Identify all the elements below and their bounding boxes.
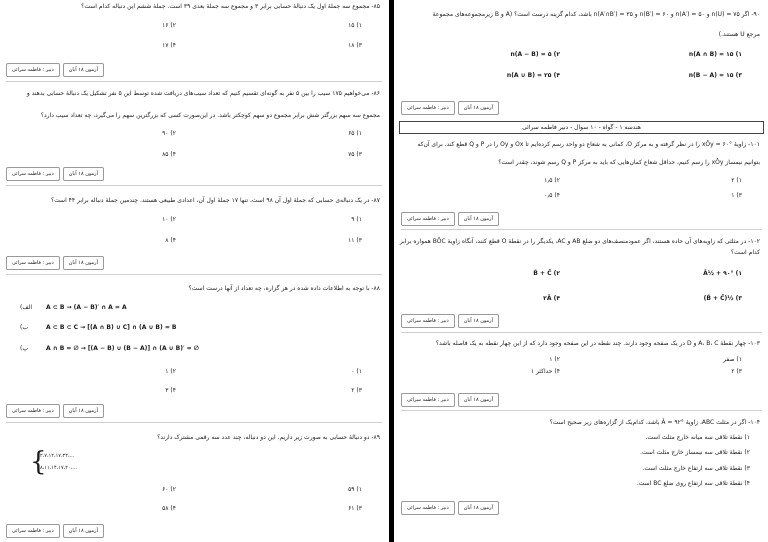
q101-option-2[interactable]: ۲) ۱٫۵ bbox=[544, 177, 560, 184]
q90-option-1[interactable]: ۱) n(A ∩ B) = ۱۵ bbox=[688, 51, 742, 58]
q87-stem: ۸۷- در یک دنباله‌ی حسابی که جملهٔ اول آن ۹۸ است، تنها ۱۷ جملهٔ اول آن، اعدادی طبیعی هستند. چندمین جملهٔ دنباله برابر ۴۴ است؟ bbox=[50, 197, 380, 204]
separator bbox=[6, 422, 382, 423]
q90-footer bbox=[401, 101, 499, 115]
exam-tag: آزمون ۱۸ آبان bbox=[458, 101, 499, 115]
q102-option-2[interactable]: ۲) B̂ + Ĉ bbox=[533, 270, 560, 277]
q86-option-2[interactable]: ۲) ۹۰ bbox=[162, 130, 176, 137]
exam-tag: آزمون ۱۸ آبان bbox=[458, 501, 499, 515]
q101-option-4[interactable]: ۴) ۰٫۵ bbox=[544, 192, 560, 199]
q90-stem-line1: ۹۰- اگر ۷۵ = n(U) و ۵۰ = n(A′) و ۶۰ = n(B′) و ۳۵ = n(A′∩B′) باشد، کدام گزینه درست است؟ (A و B زیرمجموعه‌های مجموعهٔ bbox=[432, 11, 760, 18]
teacher-tag: دبیر : فاطمه سرائی bbox=[401, 212, 455, 226]
q89-sequence-1: ۲،۷،۱۲،۱۷،۲۲،... bbox=[40, 453, 75, 459]
exam-tag: آزمون ۱۸ آبان bbox=[63, 524, 104, 538]
q89-stem: ۸۹- دو دنبالهٔ حسابی به صورت زیر داریم. این دو دنباله، چند عدد سه رقمی مشترک دارند؟ bbox=[157, 434, 380, 441]
q104-option-1[interactable]: ۱) نقطهٔ تلاقی سه میانه خارج مثلث است. bbox=[645, 434, 750, 441]
right-column bbox=[395, 0, 768, 542]
q89-option-1[interactable]: ۱) ۵۹ bbox=[348, 486, 362, 493]
q103-stem: ۱۰۳- چهار نقطهٔ A، B، C و D در یک صفحه وجود دارند. چند نقطه در این صفحه وجود دارد که از این چهار نقطه به یک فاصله باشد؟ bbox=[435, 340, 760, 347]
q101-option-3[interactable]: ۳) ۱ bbox=[731, 192, 742, 199]
separator bbox=[401, 229, 762, 230]
q89-sequence-2: ۸،۱۱،۱۴،۱۷،۲۰،... bbox=[40, 465, 78, 471]
q104-stem: ۱۰۴- اگر در مثلث ABC، زاویهٔ °۹۲ = Â باشد، کدام‌یک از گزاره‌های زیر صحیح است؟ bbox=[549, 419, 760, 426]
q87-option-3[interactable]: ۳) ۱۱ bbox=[348, 237, 362, 244]
q90-option-4[interactable]: ۴) n(A ∪ B) = ۲۵ bbox=[506, 72, 560, 79]
q85-option-1[interactable]: ۱) ۱۵ bbox=[348, 22, 362, 29]
q88-option-3[interactable]: ۳) ۲ bbox=[351, 387, 362, 394]
separator bbox=[6, 81, 382, 82]
q88-footer bbox=[6, 404, 104, 418]
q102-option-4[interactable]: ۴) ۲Â bbox=[543, 295, 560, 302]
q102-option-1[interactable]: ۱) ۹۰° + ½Â bbox=[703, 270, 742, 277]
q86-footer bbox=[6, 167, 104, 181]
q88-stem: ۸۸- با توجه به اطلاعات داده شده در هر گزاره، چه تعداد از آنها درست است؟ bbox=[188, 285, 380, 292]
exam-tag: آزمون ۱۸ آبان bbox=[63, 167, 104, 181]
q87-footer bbox=[6, 256, 104, 270]
q89-footer bbox=[6, 524, 104, 538]
q86-option-1[interactable]: ۱) ۶۵ bbox=[348, 130, 362, 137]
q101-stem-line2: بتوانیم نیمساز xÔy را رسم کنیم، حداقل شعاع کمان‌هایی که باید به مرکز P و Q رسم شوند، چقدر است؟ bbox=[498, 159, 760, 166]
section-header: هندسه ۱ - گواه - ۱۰ سوال - دبیر فاطمه سرائی bbox=[399, 121, 764, 134]
q88-option-2[interactable]: ۲) ۱ bbox=[165, 368, 176, 375]
q102-option-3[interactable]: ۳) ½(B̂ + Ĉ) bbox=[703, 295, 742, 302]
q104-option-2[interactable]: ۲) نقطهٔ تلاقی سه نیمساز خارج مثلث است. bbox=[640, 449, 750, 456]
teacher-tag: دبیر : فاطمه سرائی bbox=[6, 63, 60, 77]
exam-tag: آزمون ۱۸ آبان bbox=[63, 63, 104, 77]
q103-option-4[interactable]: ۴) حداکثر ۱ bbox=[530, 368, 560, 375]
q89-option-3[interactable]: ۳) ۶۱ bbox=[348, 505, 362, 512]
separator bbox=[6, 274, 382, 275]
q101-stem-line1: ۱۰۱- زاویهٔ °۶۰ = xÔy را در نظر گرفته و به مرکز O، کمانی به شعاع دو واحد رسم کرده‌ایم تا Ox و Oy را در P و Q قطع کند. برای آن‌که bbox=[417, 141, 760, 148]
separator bbox=[6, 185, 382, 186]
q103-option-1[interactable]: ۱) صفر bbox=[723, 356, 742, 363]
q90-stem-line2: مرجع U هستند.) bbox=[718, 31, 760, 38]
q86-option-4[interactable]: ۴) ۸۵ bbox=[162, 151, 176, 158]
exam-tag: آزمون ۱۸ آبان bbox=[458, 314, 499, 328]
q88-statement-a: A ⊂ B → (A − B)′ ∩ A = A bbox=[46, 304, 127, 311]
exam-tag: آزمون ۱۸ آبان bbox=[458, 393, 499, 407]
teacher-tag: دبیر : فاطمه سرائی bbox=[401, 501, 455, 515]
q86-stem-line1: ۸۶- می‌خواهیم ۱۷۵ سیب را بین ۵ نفر به گونه‌ای تقسیم کنیم که تعداد سیب‌های دریافت شده توسط این ۵ نفر تشکیل یک دنبالهٔ حسابی بدهند و bbox=[26, 90, 380, 97]
q104-option-3[interactable]: ۳) نقطهٔ تلاقی سه ارتفاع خارج مثلث است. bbox=[642, 465, 750, 472]
exam-tag: آزمون ۱۸ آبان bbox=[458, 212, 499, 226]
q101-option-1[interactable]: ۱) ۲ bbox=[731, 177, 742, 184]
q85-stem: ۸۵- مجموع سه جملهٔ اول یک دنبالهٔ حسابی برابر ۳ و مجموع سه جملهٔ بعدی ۳۹ است. جملهٔ ششم این دنباله کدام است؟ bbox=[81, 3, 380, 10]
q88-statement-c: A ∩ B = ∅ → [(A − B) ∪ (B − A)] ∩ (A ∪ B)′ = ∅ bbox=[46, 345, 199, 352]
q102-stem-line2: کدام است؟ bbox=[730, 249, 760, 256]
teacher-tag: دبیر : فاطمه سرائی bbox=[401, 101, 455, 115]
teacher-tag: دبیر : فاطمه سرائی bbox=[6, 404, 60, 418]
left-brace: { bbox=[30, 447, 47, 477]
q88-option-4[interactable]: ۴) ۳ bbox=[165, 387, 176, 394]
q102-footer bbox=[401, 314, 499, 328]
q88-statement-c-label: پ) bbox=[20, 345, 28, 352]
q85-option-4[interactable]: ۴) ۱۷ bbox=[162, 42, 176, 49]
q88-statement-b-label: ب) bbox=[20, 324, 28, 331]
teacher-tag: دبیر : فاطمه سرائی bbox=[6, 256, 60, 270]
q103-option-3[interactable]: ۳) ۲ bbox=[731, 368, 742, 375]
separator bbox=[401, 332, 762, 333]
q90-option-3[interactable]: ۳) n(B − A) = ۱۵ bbox=[688, 72, 742, 79]
teacher-tag: دبیر : فاطمه سرائی bbox=[401, 314, 455, 328]
q87-option-2[interactable]: ۲) ۱۰ bbox=[162, 216, 176, 223]
q87-option-4[interactable]: ۴) ۸ bbox=[165, 237, 176, 244]
column-divider bbox=[389, 0, 394, 542]
q87-option-1[interactable]: ۱) ۹ bbox=[351, 216, 362, 223]
q86-stem-line2: مجموع سه سهم بزرگتر شش برابر مجموع دو سهم کوچکتر باشد. در این‌صورت کسی که بزرگترین سهم را می‌گیرد، چه تعداد سیب دارد؟ bbox=[40, 112, 380, 119]
q104-option-4[interactable]: ۴) نقطهٔ تلاقی سه ارتفاع روی ضلع BC است. bbox=[636, 480, 750, 487]
separator bbox=[401, 410, 762, 411]
q89-option-4[interactable]: ۴) ۵۸ bbox=[162, 505, 176, 512]
q90-option-2[interactable]: ۲) n(A − B) = ۵ bbox=[510, 51, 560, 58]
q103-option-2[interactable]: ۲) ۱ bbox=[549, 356, 560, 363]
q88-option-1[interactable]: ۱) ۰ bbox=[351, 368, 362, 375]
q85-option-3[interactable]: ۳) ۱۸ bbox=[348, 42, 362, 49]
q104-footer bbox=[401, 501, 499, 515]
q85-footer bbox=[6, 63, 104, 77]
q88-statement-a-label: الف) bbox=[20, 304, 33, 311]
exam-tag: آزمون ۱۸ آبان bbox=[63, 404, 104, 418]
q102-stem-line1: ۱۰۲- در مثلثی که زاویه‌های آن حاده هستند، اگر عمودمنصف‌های دو ضلع AB و AC، یکدیگر را در نقطهٔ O قطع کنند، آنگاه زاویهٔ BÔC همواره برابر bbox=[399, 238, 760, 245]
teacher-tag: دبیر : فاطمه سرائی bbox=[401, 393, 455, 407]
q89-option-2[interactable]: ۲) ۶۰ bbox=[162, 486, 176, 493]
q103-footer bbox=[401, 393, 499, 407]
q85-option-2[interactable]: ۲) ۱۶ bbox=[162, 22, 176, 29]
teacher-tag: دبیر : فاطمه سرائی bbox=[6, 167, 60, 181]
exam-tag: آزمون ۱۸ آبان bbox=[63, 256, 104, 270]
q101-footer bbox=[401, 212, 499, 226]
teacher-tag: دبیر : فاطمه سرائی bbox=[6, 524, 60, 538]
q88-statement-b: A ⊂ B ⊂ C → [(A ∩ B) ∪ C] ∩ (A ∪ B) = B bbox=[46, 324, 177, 331]
q86-option-3[interactable]: ۳) ۷۵ bbox=[348, 151, 362, 158]
